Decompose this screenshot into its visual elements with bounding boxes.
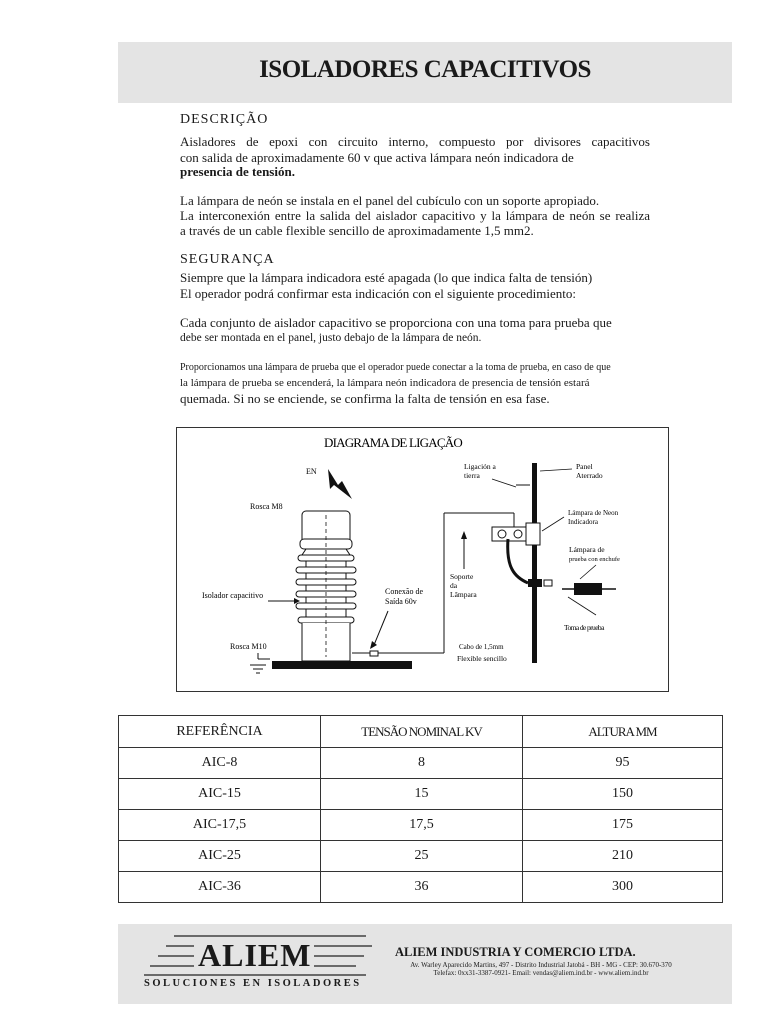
ligacion-label-1: Ligación a [464,462,496,471]
mounting-base [272,661,412,669]
isolador-label: Isolador capacitivo [202,591,264,600]
descricao-heading: DESCRIÇÃO [180,112,269,127]
table-header-row [119,716,723,748]
table-cell: 300 [523,872,723,903]
conexao-label-1: Conexão de [385,587,423,596]
panel-arrow [540,469,572,471]
en-label: EN [306,467,317,476]
ligacion-label-2: tierra [464,471,480,480]
neon-arrow [542,517,564,531]
arrowhead-icon [370,641,377,649]
cabo-label-1: Cabo de 1,5mm [459,643,504,651]
rosca-m8-label: Rosca M8 [250,502,283,511]
table-cell: AIC-17,5 [119,810,321,841]
table-cell: 95 [523,748,723,779]
test-lead [508,539,528,583]
prueba-label-2: prueba con enchufe [569,556,620,563]
lightning-icon [328,469,352,499]
seguranca-line-7: quemada. Si no se enciende, se confirma la falta de tensión en esa fase. [180,391,550,406]
neon-label-2: Indicadora [568,518,598,526]
panel-label-2: Aterrado [576,471,603,480]
table-cell: AIC-8 [119,748,321,779]
diagram-title: DIAGRAMA DE LIGAÇÃO [324,435,462,450]
table-cell: 17,5 [321,810,523,841]
prueba-arrow [580,565,596,579]
soporte-label-1: Soporte [450,572,474,581]
table-cell: 15 [321,779,523,810]
descricao-line-2: con salida de aproximadamente 60 v que activa lámpara neón indicadora de [180,150,574,165]
column-header-altura: ALTURA MM [523,716,723,748]
descricao-line-1: Aisladores de epoxi con circuito interno, compuesto por divisores capacitivos [180,134,650,149]
company-address: Av. Warley Aparecido Martins, 497 - Distrito Industrial Jatobá - BH - MG - CEP: 30.670-370 [410,961,672,969]
output-terminal [370,651,378,656]
table-cell: 150 [523,779,723,810]
ligacion-arrow [492,479,516,487]
toma-arrow [568,597,596,615]
connection-diagram [176,427,669,692]
neon-lamp [492,523,540,545]
descricao-line-6: a través de un cable flexible sencillo de aproximadamente 1,5 mm2. [180,223,534,238]
company-tagline: SOLUCIONES EN ISOLADORES [144,978,362,989]
table-cell: 175 [523,810,723,841]
ground-icon [250,653,270,673]
column-header-referencia: REFERÊNCIA [119,716,321,748]
table-cell: AIC-25 [119,841,321,872]
seguranca-line-3: Cada conjunto de aislador capacitivo se proporciona con una toma para prueba que [180,315,612,330]
test-plug [528,579,542,587]
toma-label: Toma de prueba [564,623,604,632]
conexao-label-2: Saída 60v [385,597,417,606]
specification-table [118,715,723,903]
company-name: ALIEM INDUSTRIA Y COMERCIO LTDA. [395,945,636,959]
test-socket [544,580,552,586]
table-cell: 25 [321,841,523,872]
grounded-panel [532,463,537,663]
table-row [119,872,723,903]
company-contact: Telefax: 0xx31-3387-0921- Email: vendas@aliem.ind.br - www.aliem.ind.br [433,969,649,977]
insulator-drawing [296,511,356,661]
table-cell: 8 [321,748,523,779]
soporte-label-2: da [450,581,458,590]
cabo-label-2: Flexible sencillo [457,654,507,663]
seguranca-line-5: Proporcionamos una lámpara de prueba que el operador puede conectar a la toma de prueba, en caso de que [180,362,611,373]
table-cell: AIC-15 [119,779,321,810]
document-title: ISOLADORES CAPACITIVOS [259,56,591,83]
seguranca-line-1: Siempre que la lámpara indicadora esté apagada (lo que indica falta de tensión) [180,270,593,285]
table-cell: 36 [321,872,523,903]
table-row [119,748,723,779]
panel-label-1: Panel [576,462,593,471]
seguranca-line-2: El operador podrá confirmar esta indicación con el siguiente procedimiento: [180,286,576,301]
descricao-line-4: La lámpara de neón se instala en el panel del cubículo con un soporte apropiado. [180,193,600,208]
soporte-label-3: Lâmpara [450,590,477,599]
column-header-tensao: TENSÃO NOMINAL KV [321,716,523,748]
conexao-arrow [374,611,388,645]
wiring [352,513,514,653]
table-row [119,810,723,841]
table-row [119,841,723,872]
seguranca-heading: SEGURANÇA [180,252,275,267]
table-cell: 210 [523,841,723,872]
descricao-line-3: presencia de tensión. [180,164,295,179]
table-row [119,779,723,810]
separate-test-lamp [562,583,616,595]
prueba-label-1: Lámpara de [569,545,605,554]
table-cell: AIC-36 [119,872,321,903]
rosca-m10-label: Rosca M10 [230,642,267,651]
seguranca-line-6: la lámpara de prueba se encenderá, la lámpara neón indicadora de presencia de tensión estará [180,377,590,389]
seguranca-line-4: debe ser montada en el panel, justo debajo de la lámpara de neón. [180,332,482,344]
company-logo: ALIEM [198,937,312,973]
neon-label-1: Lámpara de Neon [568,509,619,517]
descricao-line-5: La interconexión entre la salida del aislador capacitivo y la lámpara de neón se realiza [180,208,650,223]
arrowhead-icon [461,531,467,539]
